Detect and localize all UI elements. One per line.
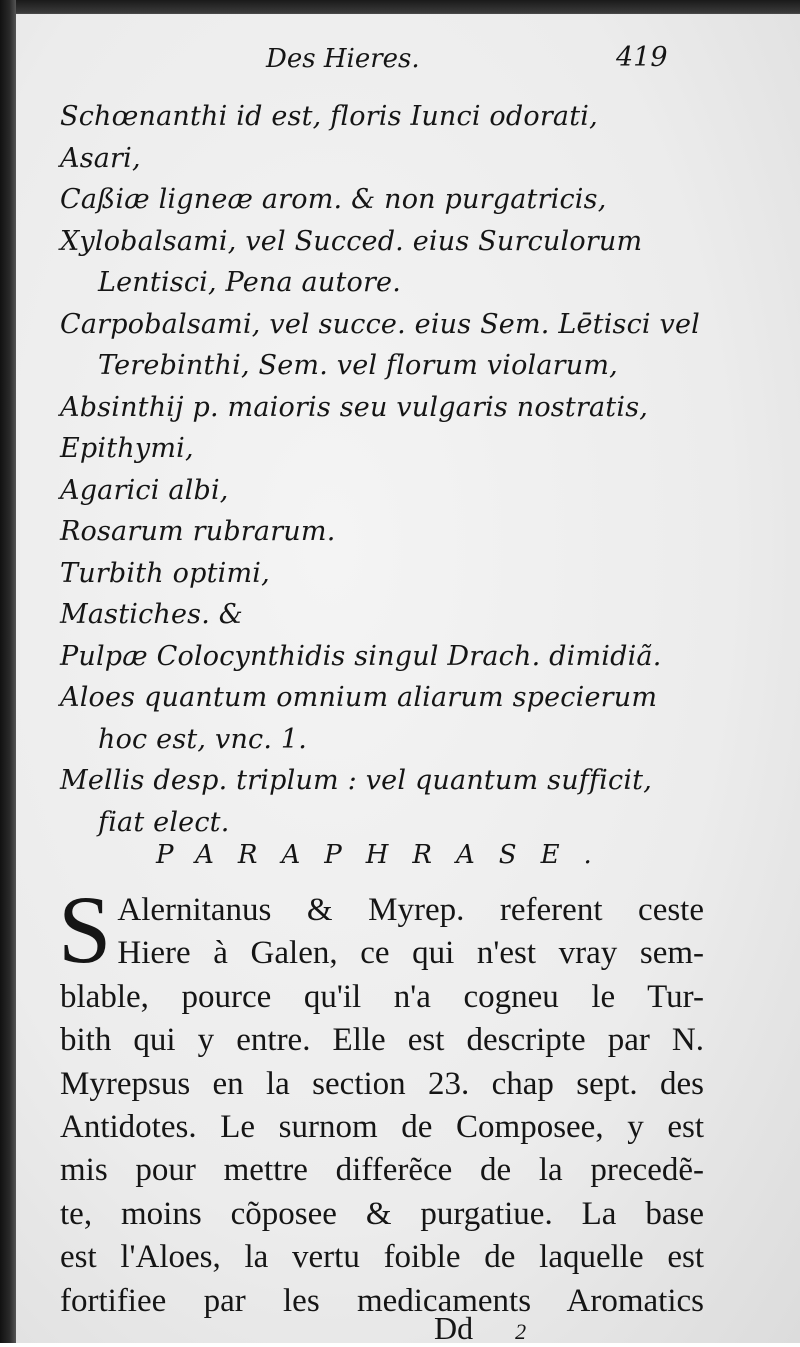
text-line: fortifiee par les medicaments Aromatics xyxy=(60,1282,704,1319)
text-line: est l'Aloes, la vertu foible de laquelle est xyxy=(60,1239,704,1276)
text-line: blable, pource qu'il n'a cogneu le Tur- xyxy=(60,978,704,1015)
recipe-line: Asari, xyxy=(60,142,141,174)
recipe-line: Carpobalsami, vel succe. eius Sem. Lētisci vel xyxy=(60,308,700,340)
book-page xyxy=(16,14,800,1346)
recipe-line: Mellis desp. triplum : vel quantum sufficit, xyxy=(60,765,652,796)
text-line: Hiere à Galen, ce qui n'est vray sem- xyxy=(117,935,704,972)
text-line: mis pour mettre differẽce de la precedẽ- xyxy=(60,1152,704,1189)
recipe-line: Aloes quantum omnium aliarum specierum xyxy=(60,682,658,713)
drop-cap: S xyxy=(58,876,112,983)
recipe-line: Pulpæ Colocynthidis singul Drach. dimidiã. xyxy=(60,640,662,672)
page-number: 419 xyxy=(616,42,668,73)
recipe-line: Turbith optimi, xyxy=(60,557,270,589)
recipe-ingredient-list xyxy=(60,96,790,843)
page-header xyxy=(266,44,790,84)
recipe-line: hoc est, vnc. 1. xyxy=(98,723,308,755)
text-line: Alernitanus & Myrep. referent ceste xyxy=(117,892,704,928)
recipe-line: Terebinthi, Sem. vel florum violarum, xyxy=(98,350,618,381)
text-line: bith qui y entre. Elle est descripte par N. xyxy=(60,1022,704,1059)
signature-mark xyxy=(434,1310,526,1347)
recipe-line: Epithymi, xyxy=(60,433,194,464)
text-line: te, moins cõposee & purgatiue. La base xyxy=(60,1195,704,1232)
recipe-line: Schœnanthi id est, floris Iunci odorati, xyxy=(60,101,598,132)
recipe-line: Lentisci, Pena autore. xyxy=(98,267,402,298)
signature-number: 2 xyxy=(515,1319,527,1344)
recipe-line: Caßiæ ligneæ arom. & non purgatricis, xyxy=(60,184,607,215)
recipe-line: fiat elect. xyxy=(98,806,230,838)
recipe-line: Mastiches. & xyxy=(60,599,244,630)
signature-letters: Dd xyxy=(434,1310,474,1346)
recipe-line: Xylobalsami, vel Succed. eius Surculorum xyxy=(60,225,643,257)
paraphrase-text xyxy=(58,876,704,1323)
text-line: Antidotes. Le surnom de Composee, y est xyxy=(60,1109,704,1146)
scan-binding-edge xyxy=(0,0,16,1343)
recipe-line: Agarici albi, xyxy=(60,474,229,506)
section-heading: PARAPHRASE. xyxy=(156,840,616,870)
text-line: Myrepsus en la section 23. chap sept. des xyxy=(60,1065,704,1102)
recipe-line: Absinthij p. maioris seu vulgaris nostratis, xyxy=(60,391,649,423)
recipe-line: Rosarum rubrarum. xyxy=(60,516,336,547)
running-title: Des Hieres. xyxy=(266,44,420,74)
